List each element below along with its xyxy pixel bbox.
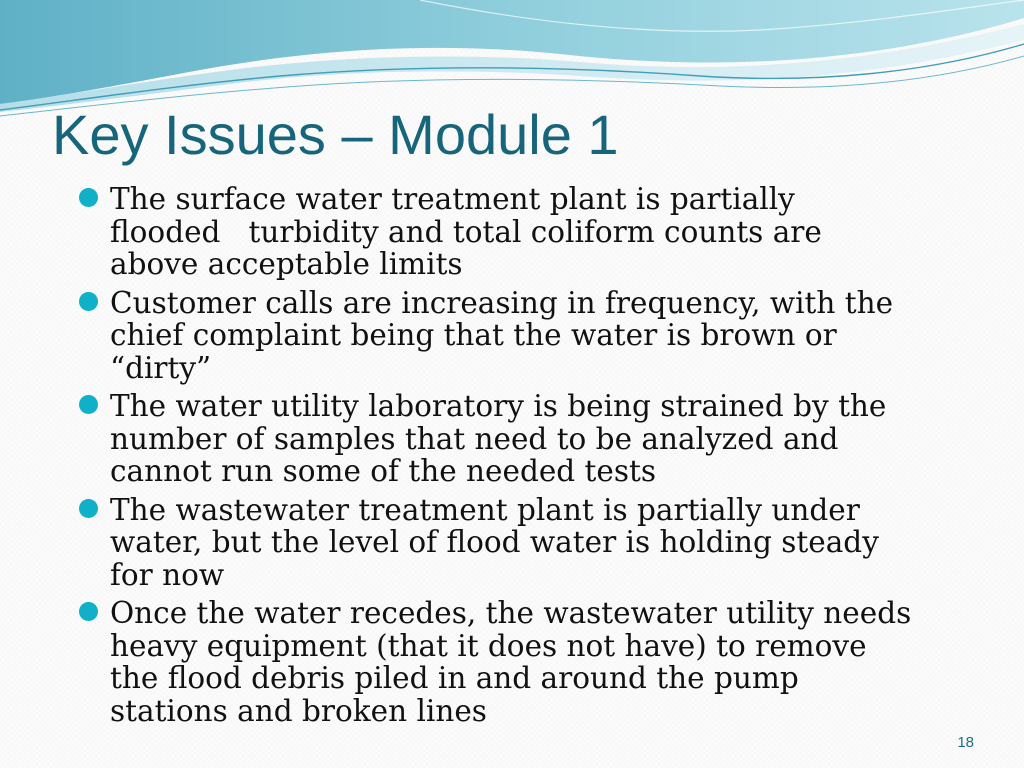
bullet-item xyxy=(110,494,990,592)
page-number: 18 xyxy=(957,734,974,751)
bullet-text-line: The water utility laboratory is being strained by the xyxy=(110,389,887,423)
bullet-item xyxy=(110,390,990,488)
bullet-dot-icon xyxy=(79,499,98,518)
bullet-text-line: the flood debris piled in and around the pump xyxy=(110,661,799,695)
bullet-dot-icon xyxy=(79,292,98,311)
bullet-text-line: above acceptable limits xyxy=(110,247,463,281)
bullet-text-line: cannot run some of the needed tests xyxy=(110,454,656,488)
bullet-text-line: stations and broken lines xyxy=(110,693,487,728)
bullet-text-line: flooded turbidity and total coliform counts are xyxy=(110,214,822,249)
bullet-text-line: Once the water recedes, the wastewater utility needs xyxy=(110,596,912,630)
bullet-dot-icon xyxy=(79,602,98,621)
bullet-text-line: The surface water treatment plant is partially xyxy=(110,182,795,216)
slide-title: Key Issues – Module 1 xyxy=(52,103,619,166)
bullet-list xyxy=(110,183,990,733)
bullet-dot-icon xyxy=(79,188,98,207)
bullet-item xyxy=(110,287,990,385)
bullet-text-line: “dirty” xyxy=(110,350,212,385)
bullet-text-line: Customer calls are increasing in frequency, with the xyxy=(110,285,894,320)
bullet-text-line: water, but the level of flood water is holding steady xyxy=(110,525,879,559)
bullet-text-line: heavy equipment (that it does not have) to remove xyxy=(110,628,867,663)
bullet-item xyxy=(110,183,990,281)
bullet-dot-icon xyxy=(79,395,98,414)
bullet-item xyxy=(110,597,990,727)
bullet-text-line: number of samples that need to be analyzed and xyxy=(110,421,839,456)
bullet-text-line: for now xyxy=(110,557,225,592)
bullet-text-line: chief complaint being that the water is brown or xyxy=(110,318,837,352)
bullet-text-line: The wastewater treatment plant is partially under xyxy=(110,492,860,527)
